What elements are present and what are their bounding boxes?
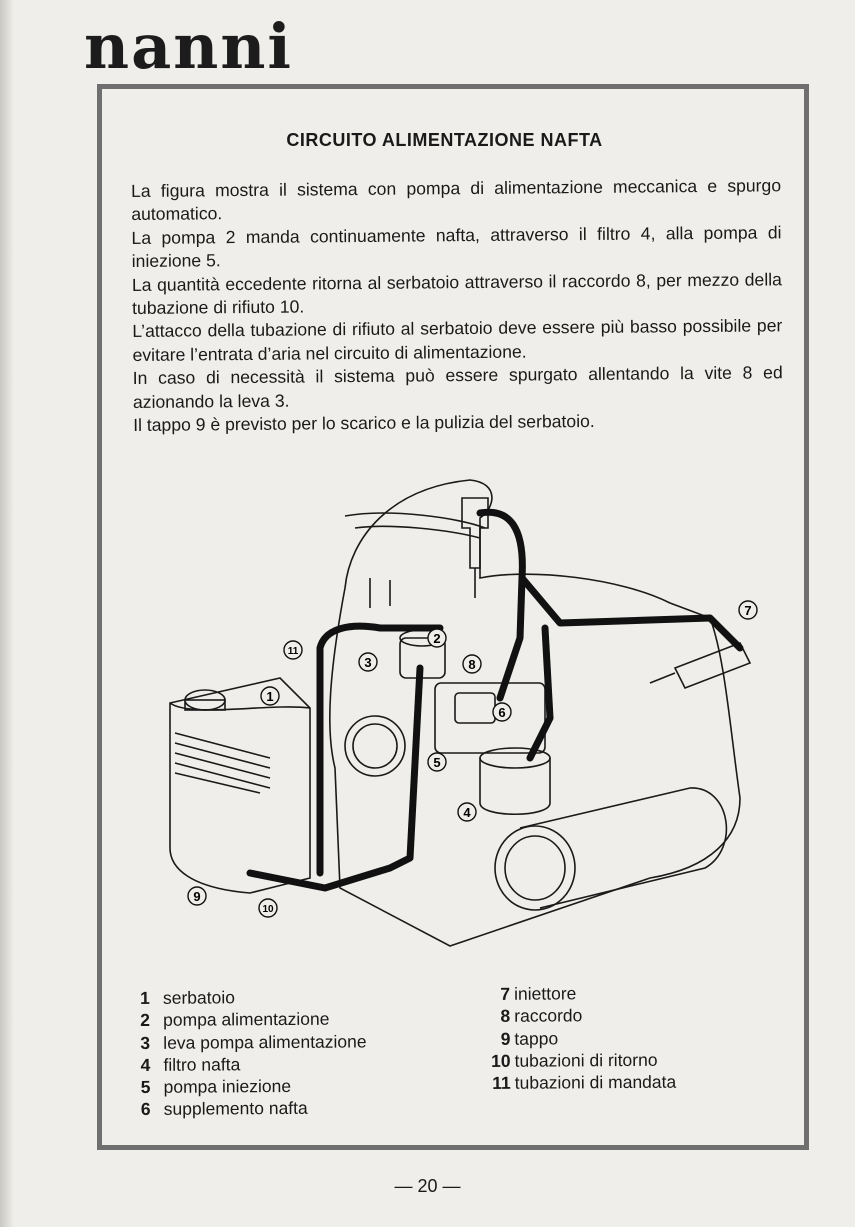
legend-right (484, 982, 676, 1095)
legend-item: 5 pompa iniezione (140, 1076, 292, 1098)
svg-text:2: 2 (433, 631, 441, 646)
callout-9 (188, 887, 206, 905)
paragraph: La pompa 2 manda continuamente nafta, attraverso il filtro 4, alla pompa di iniezione 5. (131, 222, 782, 272)
legend-item: 11 tubazioni di mandata (492, 1071, 677, 1094)
paragraph: In caso di necessità il sistema può essere spurgato allentando la vite 8 ed azionando la leva 3. (132, 362, 783, 412)
page-number: — 20 — (394, 1176, 461, 1196)
fuel-circuit-diagram (150, 468, 790, 958)
callout-7 (739, 601, 757, 619)
svg-text:7: 7 (744, 603, 752, 618)
svg-text:3: 3 (364, 655, 372, 670)
svg-text:10: 10 (262, 904, 274, 915)
legend-item: 1 serbatoio (140, 987, 236, 1008)
callout-3 (359, 653, 377, 671)
svg-text:4: 4 (463, 805, 471, 820)
legend-item: 4 filtro nafta (140, 1054, 241, 1075)
legend-item: 10 tubazioni di ritorno (491, 1049, 658, 1071)
legend-item: 2 pompa alimentazione (140, 1008, 330, 1031)
callout-2 (428, 629, 446, 647)
legend-item: 8 raccordo (500, 1005, 583, 1027)
page-edge (0, 0, 14, 1227)
svg-text:5: 5 (433, 755, 441, 770)
svg-text:9: 9 (193, 889, 201, 904)
svg-text:11: 11 (287, 646, 299, 657)
legend-item: 7 iniettore (500, 983, 577, 1004)
callout-8 (463, 655, 481, 673)
legend-item: 3 leva pompa alimentazione (140, 1031, 367, 1053)
description-text (131, 174, 783, 437)
callout-4 (458, 803, 476, 821)
callout-1 (261, 687, 279, 705)
paragraph: Il tappo 9 è previsto per lo scarico e la pulizia del serbatoio. (133, 411, 595, 436)
callout-10 (259, 899, 277, 917)
paragraph: L’attacco della tubazione di rifiuto al serbatoio deve essere più basso possibile per evitare l’entrata d’aria nel circuito di alimentazione. (132, 315, 783, 365)
page-title: CIRCUITO ALIMENTAZIONE NAFTA (286, 130, 603, 150)
callout-5 (428, 753, 446, 771)
svg-text:8: 8 (468, 657, 476, 672)
nanni-logo: nanni (84, 10, 293, 83)
legend-item: 9 tappo (500, 1028, 559, 1049)
callout-11 (284, 641, 302, 659)
legend-left (140, 985, 367, 1120)
svg-text:6: 6 (498, 705, 506, 720)
callout-6 (493, 703, 511, 721)
paragraph: La quantità eccedente ritorna al serbatoio attraverso il raccordo 8, per mezzo della tubazione di rifiuto 10. (131, 268, 782, 319)
paragraph: La figura mostra il sistema con pompa di alimentazione meccanica e spurgo automatico. (131, 175, 782, 225)
svg-text:1: 1 (266, 689, 274, 704)
legend-item: 6 supplemento nafta (140, 1098, 308, 1120)
